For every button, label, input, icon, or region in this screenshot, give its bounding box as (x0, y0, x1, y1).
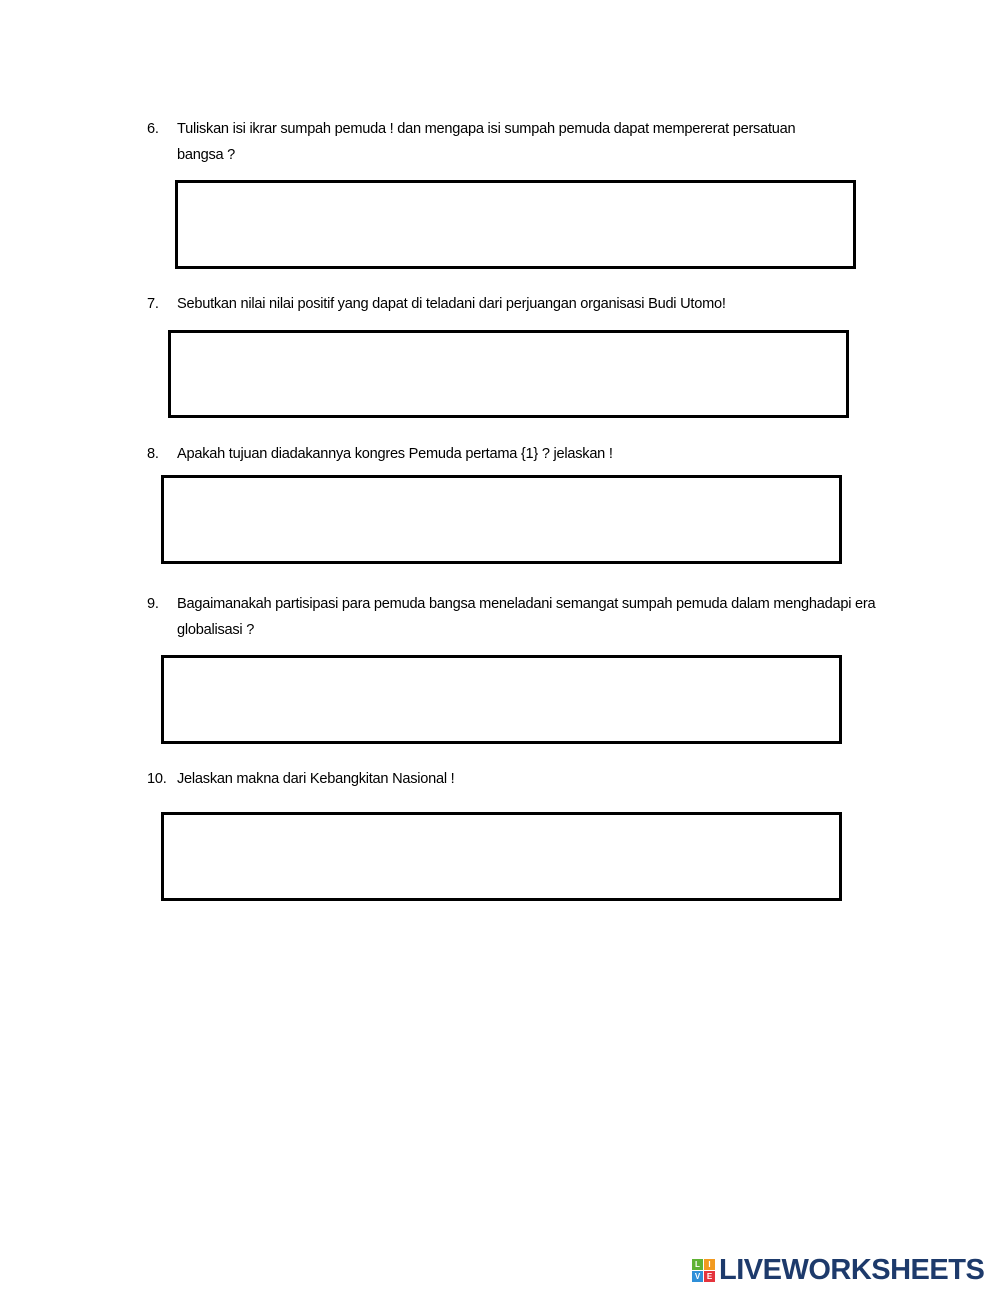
logo-text: LIVEWORKSHEETS (719, 1254, 985, 1286)
question-text: Tuliskan isi ikrar sumpah pemuda ! dan mengapa isi sumpah pemuda dapat mempererat persatuan bangsa ? (177, 121, 796, 163)
answer-box-9[interactable] (161, 655, 842, 744)
question-number: 6. (147, 121, 159, 137)
logo-letter: E (704, 1271, 715, 1282)
question-10 (147, 766, 877, 792)
question-text: Apakah tujuan diadakannya kongres Pemuda pertama {1} ? jelaskan ! (177, 446, 613, 462)
answer-box-6[interactable] (175, 180, 856, 269)
question-text: Sebutkan nilai nilai positif yang dapat di teladani dari perjuangan organisasi Budi Utomo! (177, 296, 726, 312)
question-6 (147, 116, 877, 168)
logo-letter: L (692, 1259, 703, 1270)
answer-box-7[interactable] (168, 330, 849, 418)
question-7 (147, 291, 877, 317)
question-number: 10. (147, 771, 167, 787)
question-number: 7. (147, 296, 159, 312)
logo-letter: I (704, 1259, 715, 1270)
question-9 (147, 591, 877, 643)
answer-box-10[interactable] (161, 812, 842, 901)
question-number: 9. (147, 596, 159, 612)
liveworksheets-logo (692, 1254, 984, 1287)
answer-box-8[interactable] (161, 475, 842, 564)
question-number: 8. (147, 446, 159, 462)
question-text: Jelaskan makna dari Kebangkitan Nasional ! (177, 771, 455, 787)
question-text: Bagaimanakah partisipasi para pemuda bangsa meneladani semangat sumpah pemuda dalam menghadapi era globalisasi ? (177, 596, 876, 638)
logo-letter: V (692, 1271, 703, 1282)
logo-squares-icon (692, 1259, 715, 1282)
question-8 (147, 441, 877, 467)
